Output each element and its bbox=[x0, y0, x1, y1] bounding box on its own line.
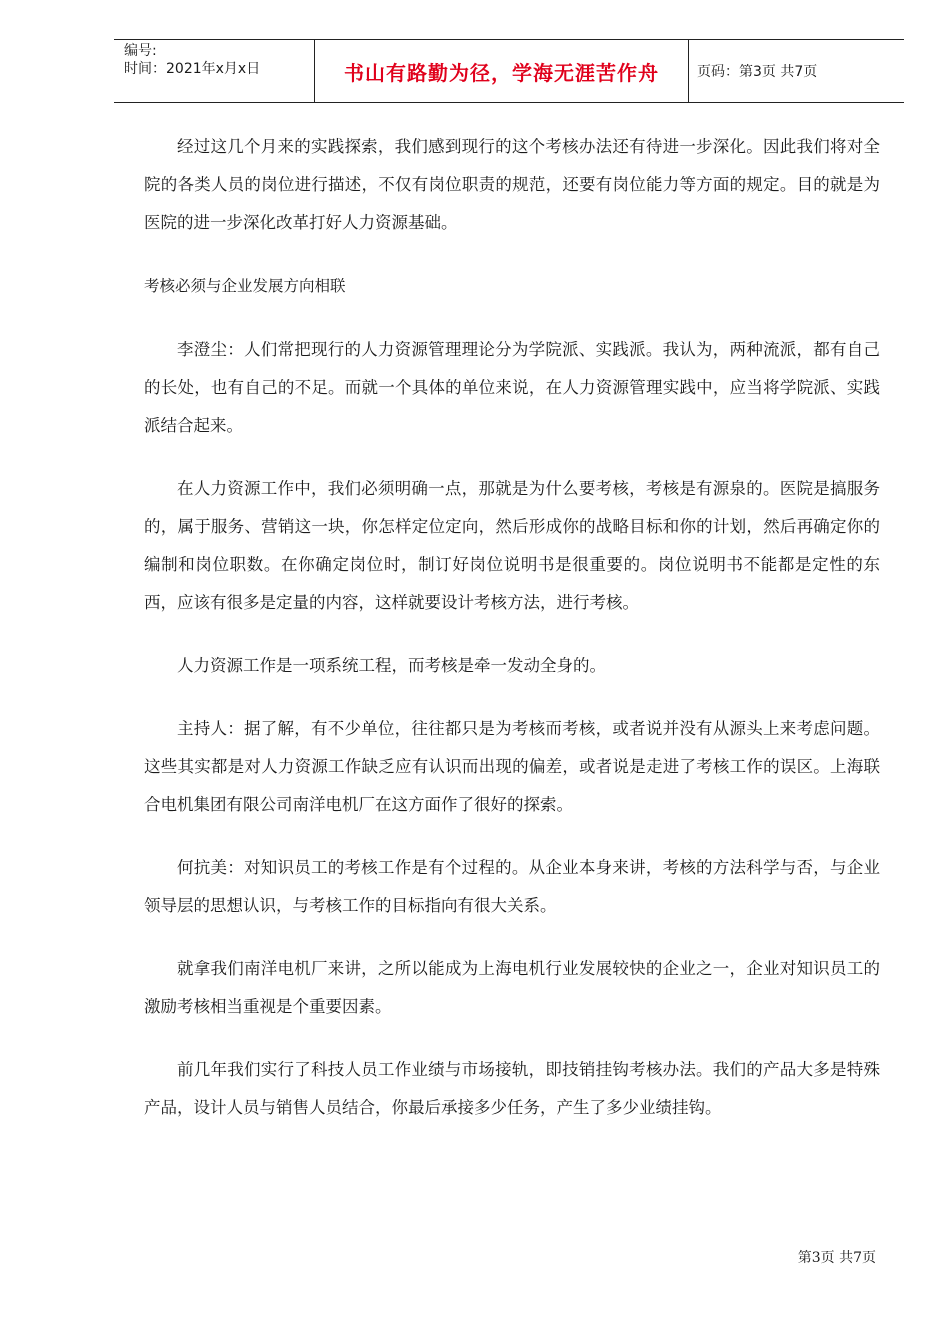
body-paragraph: 主持人：据了解，有不少单位，往往都只是为考核而考核，或者说并没有从源头上来考虑问题。这些其实都是对人力资源工作缺乏应有认识而出现的偏差，或者说是走进了考核工作的误区。上海联合电机集团有限公司南洋电机厂在这方面作了很好的探索。 bbox=[144, 719, 880, 814]
document-number-label: 编号: bbox=[124, 43, 157, 59]
page-footer bbox=[798, 1247, 876, 1267]
body-paragraph: 人力资源工作是一项系统工程，而考核是牵一发动全身的。 bbox=[177, 656, 606, 675]
header-motto: 书山有路勤为径，学海无涯苦作舟 bbox=[344, 60, 659, 85]
section-heading: 考核必须与企业发展方向相联 bbox=[144, 277, 346, 295]
document-date: 时间：2021年x月x日 bbox=[124, 61, 261, 77]
document-body bbox=[144, 128, 880, 1152]
body-paragraph: 经过这几个月来的实践探索，我们感到现行的这个考核办法还有待进一步深化。因此我们将对全院的各类人员的岗位进行描述，不仅有岗位职责的规范，还要有岗位能力等方面的规定。目的就是为医院的进一步深化改革打好人力资源基础。 bbox=[144, 137, 880, 232]
page-header bbox=[114, 39, 904, 103]
header-page-cell bbox=[689, 40, 904, 102]
body-paragraph: 在人力资源工作中，我们必须明确一点，那就是为什么要考核，考核是有源泉的。医院是搞服务的，属于服务、营销这一块，你怎样定位定向，然后形成你的战略目标和你的计划，然后再确定你的编制和岗位职数。在你确定岗位时，制订好岗位说明书是很重要的。岗位说明书不能都是定性的东西，应该有很多是定量的内容，这样就要设计考核方法，进行考核。 bbox=[144, 479, 880, 612]
header-motto-cell bbox=[315, 40, 689, 102]
body-paragraph: 就拿我们南洋电机厂来讲，之所以能成为上海电机行业发展较快的企业之一，企业对知识员工的激励考核相当重视是个重要因素。 bbox=[144, 959, 880, 1016]
body-paragraph: 李澄尘：人们常把现行的人力资源管理理论分为学院派、实践派。我认为，两种流派，都有自己的长处，也有自己的不足。而就一个具体的单位来说，在人力资源管理实践中，应当将学院派、实践派结合起来。 bbox=[144, 340, 880, 435]
footer-page-number: 第3页 共7页 bbox=[797, 1250, 876, 1266]
header-page-number: 页码：第3页 共7页 bbox=[697, 64, 818, 80]
header-meta bbox=[114, 40, 315, 102]
body-paragraph: 何抗美：对知识员工的考核工作是有个过程的。从企业本身来讲，考核的方法科学与否，与企业领导层的思想认识，与考核工作的目标指向有很大关系。 bbox=[144, 858, 880, 915]
body-paragraph: 前几年我们实行了科技人员工作业绩与市场接轨，即技销挂钩考核办法。我们的产品大多是特殊产品，设计人员与销售人员结合，你最后承接多少任务，产生了多少业绩挂钩。 bbox=[144, 1060, 880, 1117]
